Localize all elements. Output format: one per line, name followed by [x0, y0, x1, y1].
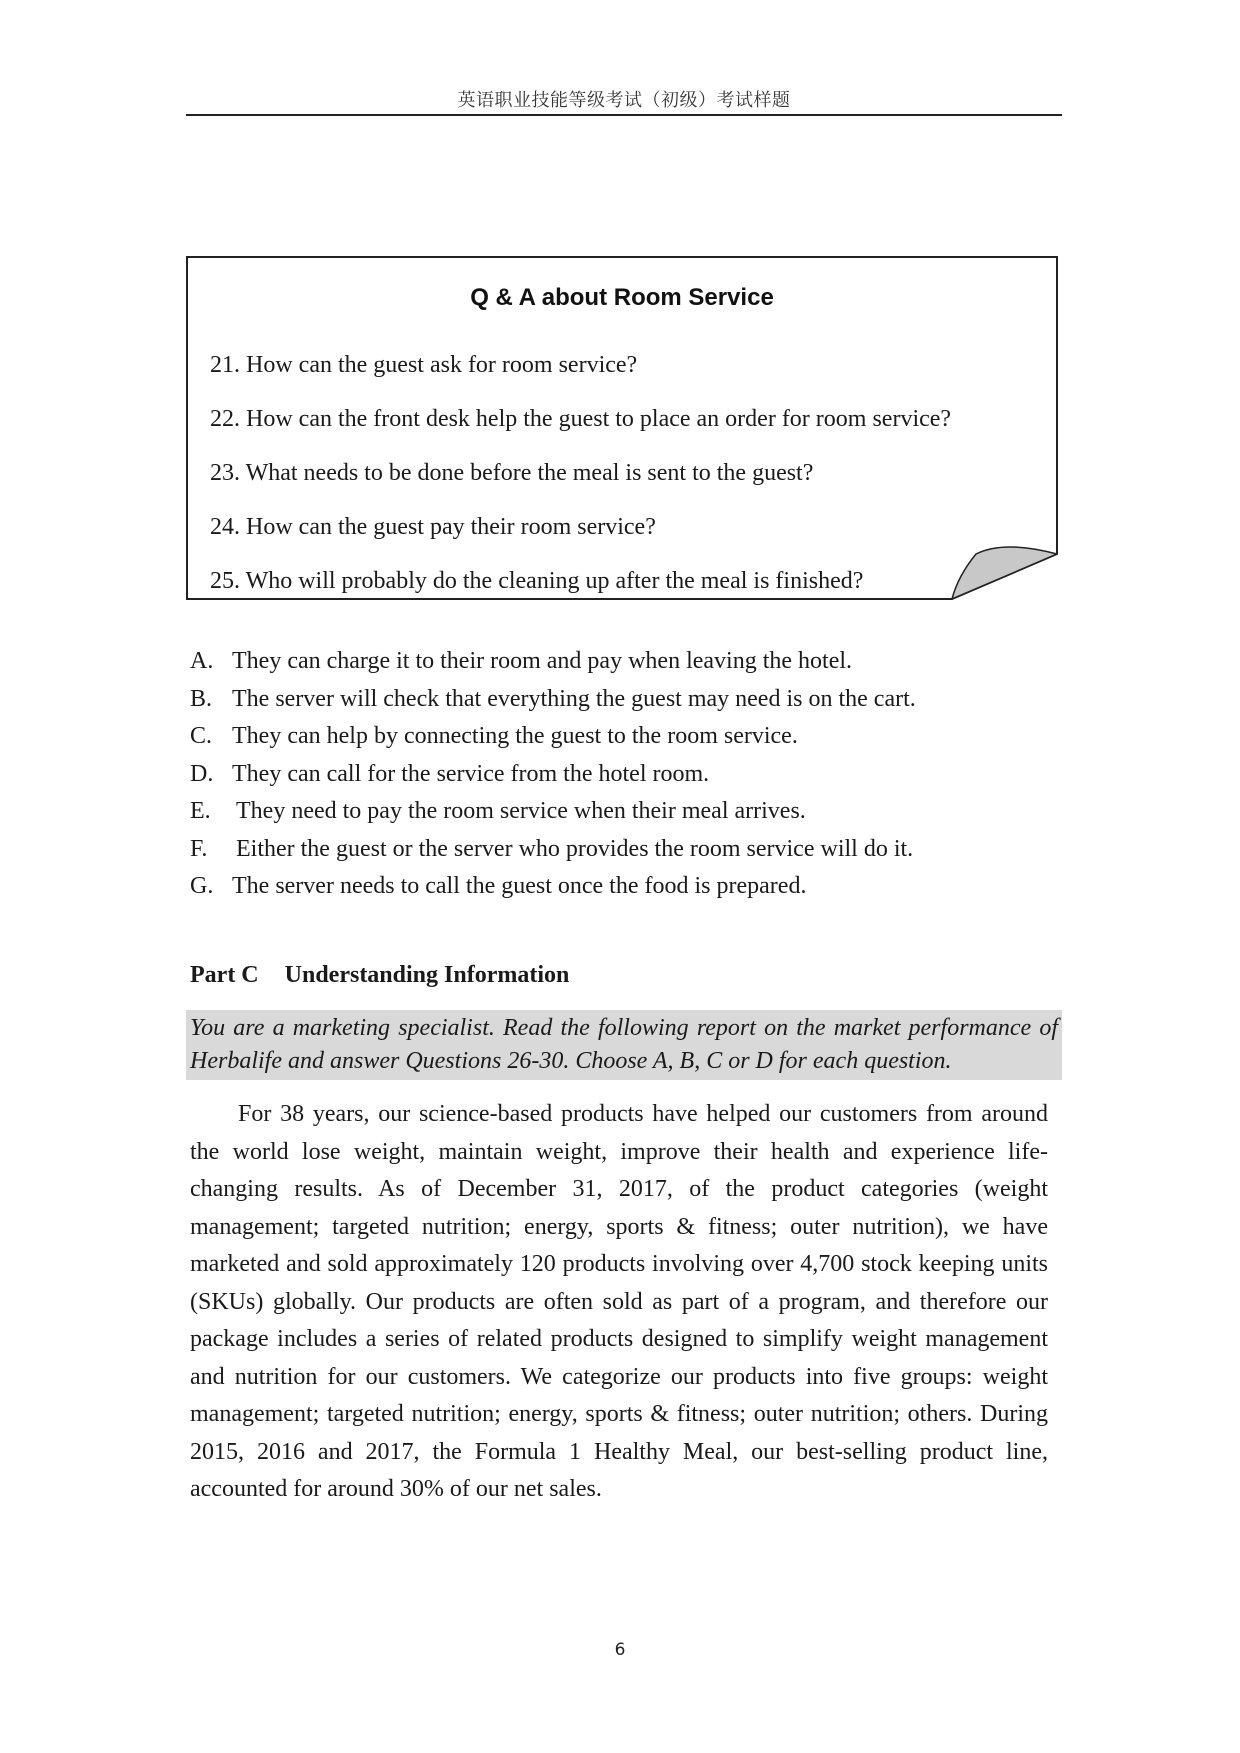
part-label: Part C [190, 962, 259, 988]
option-letter: C. [190, 723, 213, 749]
option-item [190, 718, 916, 756]
option-letter: E. [190, 798, 211, 824]
option-letter: D. [190, 760, 214, 787]
option-text: The server needs to call the guest once the food is prepared. [232, 873, 807, 899]
part-title: Understanding Information [284, 962, 570, 988]
option-letter: G. [190, 873, 214, 899]
page-header-title: 英语职业技能等级考试（初级）考试样题 [457, 90, 791, 111]
option-text: They can charge it to their room and pay when leaving the hotel. [232, 648, 853, 674]
page-number: 6 [614, 1640, 626, 1660]
question-item: 23. What needs to be done before the meal is sent to the guest? [210, 460, 814, 486]
option-item [190, 868, 916, 906]
option-text: The server will check that everything the guest may need is on the cart. [232, 685, 916, 712]
option-item [190, 643, 916, 681]
option-text: They need to pay the room service when their meal arrives. [236, 798, 806, 824]
option-item [190, 756, 916, 794]
reading-passage: For 38 years, our science-based products have helped our customers from around the world lose weight, maintain weight, improve their health and experience life-changing results. As of December 31, 2017, of the product categories (weight management; targeted nutrition; energy, sports & fitness; outer nutrition), we have marketed and sold approximately 120 products involving over 4,700 stock keeping units (SKUs) globally. Our products are often sold as part of a program, and therefore our package includes a series of related products designed to simplify weight management and nutrition for our customers. We categorize our products into five groups: weight management; targeted nutrition; energy, sports & fitness; outer nutrition; others. During 2015, 2016 and 2017, the Formula 1 Healthy Meal, our best-selling product line, accounted for around 30% of our net sales. [190, 1101, 1048, 1502]
option-item [190, 831, 916, 869]
question-list [210, 338, 951, 608]
question-item: 24. How can the guest pay their room service? [210, 514, 656, 540]
answer-options-list [190, 643, 916, 906]
qa-box-title: Q & A about Room Service [470, 284, 774, 311]
part-c-heading [190, 962, 569, 989]
option-letter: A. [190, 648, 214, 674]
qa-room-service-box [186, 256, 1058, 600]
option-item [190, 793, 916, 831]
header-divider [186, 114, 1062, 116]
question-item: 25. Who will probably do the cleaning up after the meal is finished? [210, 568, 864, 594]
option-text: They can call for the service from the hotel room. [232, 760, 710, 787]
option-letter: B. [190, 685, 213, 712]
question-item: 22. How can the front desk help the guest to place an order for room service? [210, 406, 952, 432]
task-instructions: You are a marketing specialist. Read the following report on the market performance of Herbalife and answer Questions 26-30. Choose A, B, C or D for each question. [186, 1010, 1062, 1080]
option-item [190, 681, 916, 719]
option-text: Either the guest or the server who provides the room service will do it. [236, 835, 914, 862]
option-text: They can help by connecting the guest to the room service. [232, 723, 798, 749]
question-item: 21. How can the guest ask for room service? [210, 352, 638, 378]
option-letter: F. [190, 835, 208, 862]
